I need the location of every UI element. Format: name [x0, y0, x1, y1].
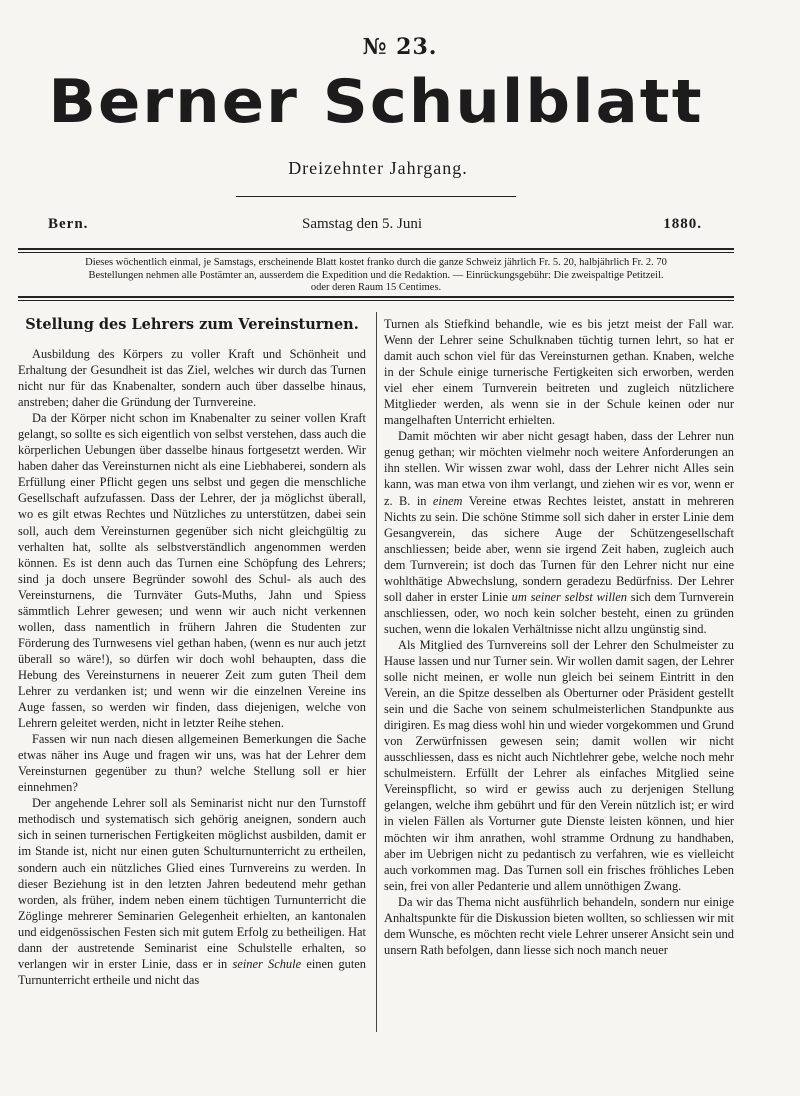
article-paragraph: Fassen wir nun nach diesen allgemeinen Bemerkungen die Sache etwas näher ins Auge und fragen wir uns, was hat der Lehrer dem Vereinsturnen gegenüber zu thun? welche Stellung soll er hier einnehmen? [18, 732, 366, 795]
notice-line-1: Dieses wöchentlich einmal, je Samstags, erscheinende Blatt kostet franko durch die ganze Schweiz jährlich Fr. 5. 20, halbjährlich Fr. 2. 70 [85, 257, 667, 268]
column-divider [376, 312, 377, 1032]
masthead-rule [236, 196, 516, 197]
article-headline: Stellung des Lehrers zum Vereinsturnen. [25, 316, 359, 333]
paragraph-text: sich dem Turnverein anschliessen, oder, wo noch kein solcher besteht, einen zu gründen suchen, wenn die lokalen Verhältnisse nicht allzu ungünstig sind. [384, 589, 734, 636]
article-column-right [384, 316, 734, 1032]
paragraph-text: einen guten Turnunterricht ertheile und nicht das [18, 956, 366, 987]
emphasis-text: seiner Schule [232, 956, 302, 971]
paragraph-text: Der angehende Lehrer soll als Seminarist nicht nur den Turnstoff methodisch und systematisch sich gehörig aneignen, sondern auch sich in seinen turnerischen Fertigkeiten möglichst ausbilden, damit er im Stande ist, nicht nur einen guten Schulturnunterricht zu ertheilen, sondern auch ein nützliches Glied eines Turnvereins zu werden. In dieser Beziehung ist in den letzten Jahren bedeutend mehr gethan worden, als früher, indem neben einem tüchtigen Turnunterricht die Zöglinge mehrerer Seminarien Gelegenheit erhielten, an kantonalen und eidgenössischen Festen sich mit gutem Erfolg zu betheiligen. Hat dann der austretende Seminarist eine Schulstelle erhalten, so verlangen wir in erster Linie, dass er in [18, 796, 366, 971]
dateline [48, 216, 702, 238]
article-paragraph: Ausbildung des Körpers zu voller Kraft und Schönheit und Erhaltung der Gesundheit ist das Ziel, welches wir durch das Turnen nicht nur für das Knabenalter, sondern auch über dasselbe hinaus, anstreben; daher die Gründung der Turnvereine. [18, 347, 366, 410]
notice-line-2: Bestellungen nehmen alle Postämter an, ausserdem die Expedition und die Redaktion. — Einrückungsgebühr: Die zweispaltige Petitzeil. [88, 269, 664, 281]
article-paragraph [384, 428, 734, 637]
masthead-title: Berner Schulblatt [48, 67, 704, 137]
paragraph-text: Damit möchten wir aber nicht gesagt haben, dass der Lehrer nun genug gethan; wir möchten vielmehr noch weitere Anforderungen an ihn stellen. Wir wissen zwar wohl, dass der Lehrer nicht Alles sein kann, was man etwa von ihm verlangt, und ziehen wir es vor, wenn er z. B. in [384, 429, 734, 508]
subscription-notice [18, 257, 734, 295]
notice-bottom-rule [18, 296, 734, 301]
article-paragraph: Turnen als Stiefkind behandle, wie es bis jetzt meist der Fall war. Wenn der Lehrer seine Schulknaben tüchtig turnen lehrt, so hat er damit auch schon viel für das Vereinsturnen gethan. Knaben, welche in der Schule einige turnerische Fertigkeiten sich erworben, werden viel eher einem Turnverein beitreten und zugleich nützlichere Mitglieder werden, als wenn sie in der Schule keinen oder nur mangelhaften Unterricht erhielten. [384, 317, 734, 428]
article-column-left [18, 316, 366, 1032]
notice-top-rule [18, 248, 734, 253]
emphasis-text: einem [432, 493, 463, 508]
dateline-year: 1880. [663, 216, 702, 232]
article-paragraph [18, 795, 366, 988]
paragraph-text: Vereine etwas Rechtes leistet, anstatt in mehreren Nichts zu sein. Die schöne Stimme soll sich daher in erster Linie dem Gesangverein, das sichere Auge der Schützengesellschaft anschliessen; beide aber, wenn sie irgend Zeit haben, zugleich auch dem Turnverein; ist doch das Turnen für den Lehrer nicht nur eine wohlthätige Abwechslung, sondern geradezu Bedürfniss. Der Lehrer soll daher in erster Linie [384, 493, 734, 604]
issue-number: № 23. [362, 34, 438, 60]
volume-line: Dreizehnter Jahrgang. [288, 158, 468, 178]
dateline-place: Bern. [48, 216, 89, 232]
article-paragraph: Da wir das Thema nicht ausführlich behandeln, sondern nur einige Anhaltspunkte für die Diskussion bieten wollten, so schliessen wir mit dem Wunsche, es möchten recht viele Lehrer unserer Ansicht sein und unsern Rath befolgen, dann liesse sich noch manch neuer [384, 894, 734, 957]
emphasis-text: um seiner selbst willen [511, 589, 627, 604]
dateline-date: Samstag den 5. Juni [302, 216, 422, 232]
article-paragraph: Als Mitglied des Turnvereins soll der Lehrer den Schulmeister zu Hause lassen und nur Turner sein. Wir wollen damit sagen, der Lehrer solle nicht meinen, er wolle nun gleich bei seinem Eintritt in den Verein, an die Spitze desselben als Oberturner oder Präsident gestellt sein und die Sache von seinem schulmeisterlichen Standpunkte aus dirigiren. Es mag diess wohl hin und wieder vorgekommen und Grund von Zerwürfnissen gewesen sein; damit wollen wir nicht ausschliessen, dass es nicht auch Nichtlehrer gebe, welche noch mehr schulmeistern. Erfüllt der Lehrer als einfaches Mitglied seine Vereinspflicht, so wird er gewiss auch zu derjenigen Stellung gelangen, welche ihm gebührt und für den Verein nützlich ist; er wird in vielen Fällen als Vorturner gute Dienste leisten können, und hier möchten wir ihm anrathen, wohl stramme Ordnung zu handhaben, aber im Uebrigen nicht zu pedantisch zu verfahren, wie es vielleicht auch vorkommen mag. Das Turnen soll ein frisches fröhliches Leben sein, frei von aller Pedanterie und allem unnöthigen Zwang. [384, 637, 734, 893]
notice-line-3: oder deren Raum 15 Centimes. [310, 282, 442, 293]
article-paragraph: Da der Körper nicht schon im Knabenalter zu seiner vollen Kraft gelangt, so sollte es sich eigentlich von selbst verstehen, dass auch die körperlichen Uebungen über dasselbe hinaus fortgesetzt werden. Wir haben daher das Vereinsturnen nicht als eine Liebhaberei, sondern als Erfüllung einer Pflicht gegen uns selbst und gegen die menschliche Gesellschaft aufzufassen. Dass der Lehrer, der ja möglichst überall, wo es gilt etwas Rechtes und Nützliches zu unterstützen, dabei sein soll, auch dem Vereinsturnen gegenüber sich nicht gleichgültig zu verhalten hat, sollte als selbstverständlich angenommen werden können. Es ist denn auch das Turnen eine Schöpfung des Lehrers; sind ja doch unsere Begründer sowohl des Schul- als auch des Vereinsturnens, die Turnväter Guts-Muths, Jahn und Spiess sämmtlich Lehrer gewesen; und wenn wir auch nicht verkennen wollen, dass namentlich in frühern Jahren die Studenten zur Förderung des Turnwesens viel gethan haben, (wenn es nur auch jetzt überall so wäre!), so dürfen wir doch wohl behaupten, dass die Hebung des Vereinsturnens in neuerer Zeit zum guten Theil dem Lehrer zu verdanken ist; und wenn wir die einzelnen Vereine ins Auge fassen, so werden wir finden, dass diejenigen, welche von Lehrern geleitet werden, nicht in letzter Reihe stehen. [18, 411, 366, 731]
